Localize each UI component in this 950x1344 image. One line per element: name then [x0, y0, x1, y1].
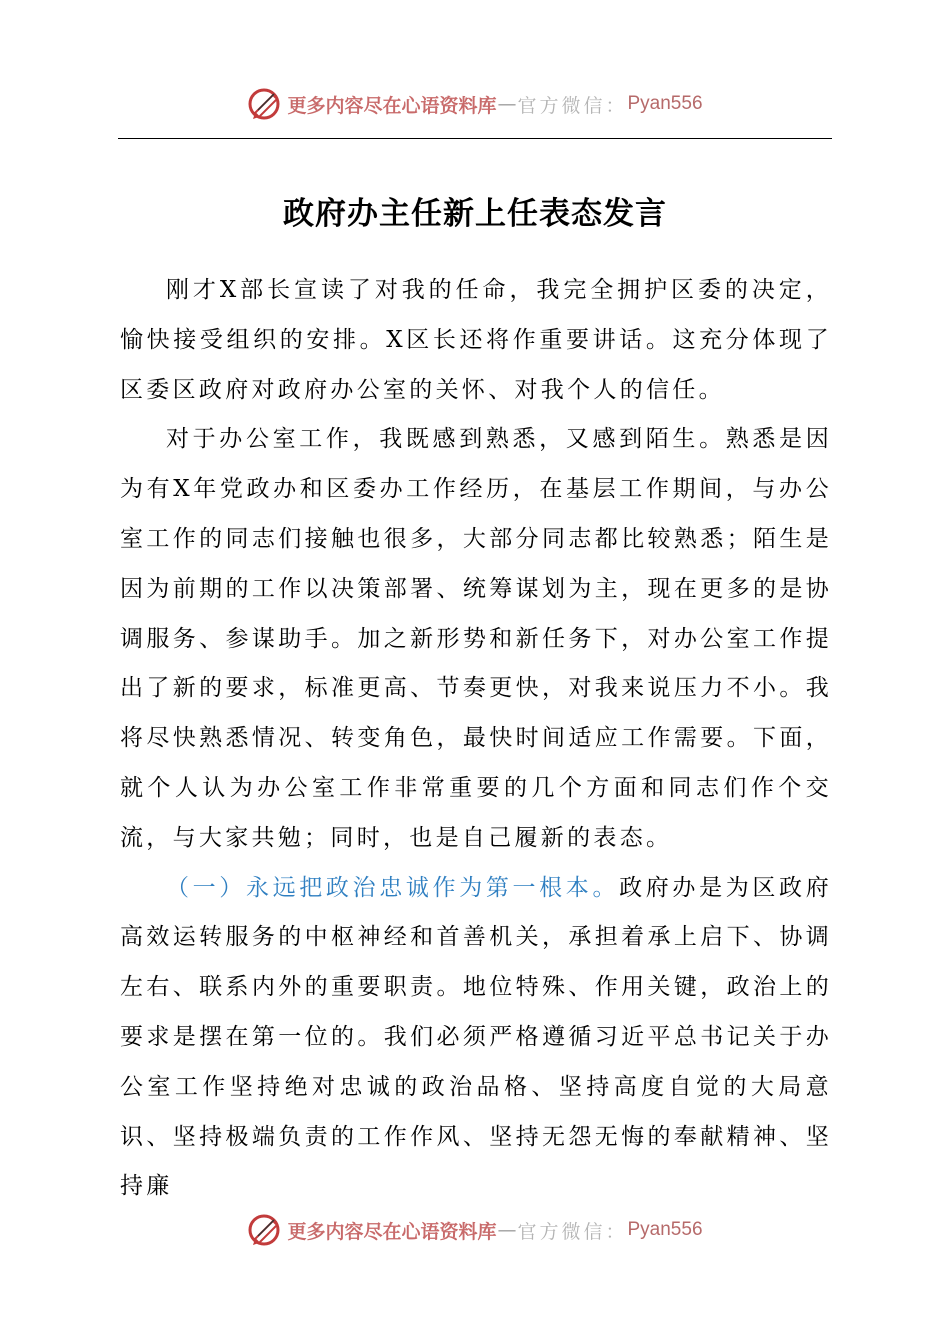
watermark-official: 官方微信：: [517, 1220, 628, 1243]
section-heading: （一）永远把政治忠诚作为第一根本。: [166, 874, 620, 901]
watermark-official: 官方微信：: [517, 94, 628, 117]
header-rule: [118, 138, 832, 139]
pen-logo-icon: [247, 86, 283, 122]
header-watermark: [0, 84, 950, 124]
paragraph-text: 政府办是为区政府高效运转服务的中枢神经和首善机关，承担着承上启下、协调左右、联系内外的重要职责。地位特殊、作用关键，政治上的要求是摆在第一位的。我们必须严格遵循习近平总书记关于办公室工作坚持绝对忠诚的政治品格、坚持高度自觉的大局意识、坚持极端负责的工作作风、坚持无怨无悔的奉献精神、坚持廉: [120, 874, 832, 1200]
watermark-text: 更多内容尽在心语资料库: [287, 1220, 497, 1243]
watermark-text: 更多内容尽在心语资料库: [287, 94, 497, 117]
footer-watermark: [0, 1210, 950, 1250]
watermark-dash: —: [497, 1219, 517, 1241]
watermark-id: Pyan556: [627, 93, 703, 114]
paragraph: [120, 864, 832, 1213]
document-title: 政府办主任新上任表态发言: [283, 196, 667, 232]
paragraph: [120, 415, 832, 863]
document-body: [120, 266, 832, 1212]
paragraph-text: 刚才X部长宣读了对我的任命，我完全拥护区委的决定，愉快接受组织的安排。X区长还将作重要讲话。这充分体现了区委区政府对政府办公室的关怀、对我个人的信任。: [120, 277, 832, 403]
paragraph-text: 对于办公室工作，我既感到熟悉，又感到陌生。熟悉是因为有X年党政办和区委办工作经历，在基层工作期间，与办公室工作的同志们接触也很多，大部分同志都比较熟悉；陌生是因为前期的工作以决策部署、统筹谋划为主，现在更多的是协调服务、参谋助手。加之新形势和新任务下，对办公室工作提出了新的要求，标准更高、节奏更快，对我来说压力不小。我将尽快熟悉情况、转变角色，最快时间适应工作需要。下面，就个人认为办公室工作非常重要的几个方面和同志们作个交流，与大家共勉；同时，也是自己履新的表态。: [120, 426, 832, 851]
watermark-dash: —: [497, 93, 517, 115]
watermark-id: Pyan556: [627, 1219, 703, 1240]
pen-logo-icon: [247, 1212, 283, 1248]
paragraph: [120, 266, 832, 415]
